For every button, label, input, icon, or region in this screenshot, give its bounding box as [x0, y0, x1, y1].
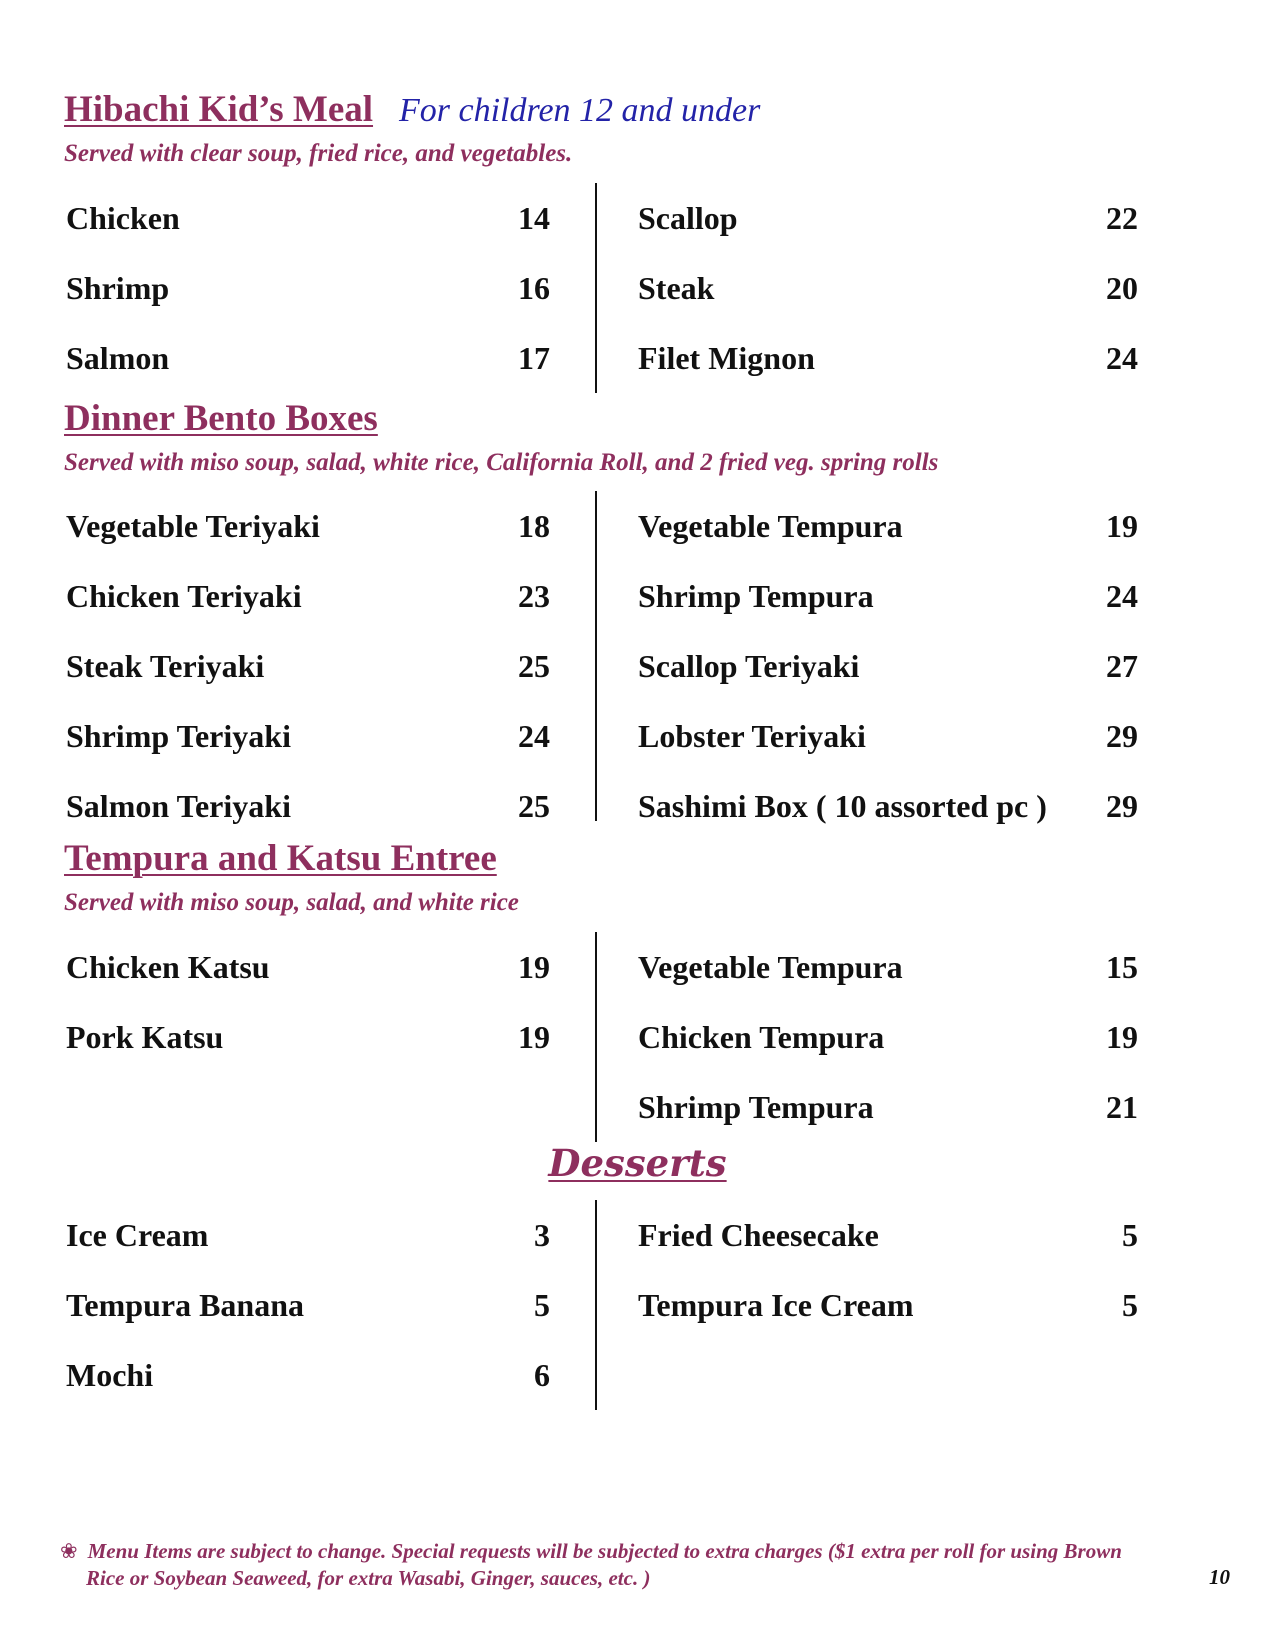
menu-item-name: Scallop	[638, 199, 738, 236]
bento-left-column	[66, 491, 550, 824]
menu-item-name: Shrimp Teriyaki	[66, 717, 291, 754]
menu-item-name: Tempura Ice Cream	[638, 1286, 914, 1323]
menu-item	[638, 771, 1138, 841]
menu-item	[638, 1270, 1138, 1340]
menu-item	[638, 1200, 1138, 1270]
kids-meal-subtitle: Served with clear soup, fried rice, and vegetables.	[64, 140, 573, 167]
menu-item-name: Tempura Banana	[66, 1286, 304, 1323]
bento-right-column	[638, 491, 1138, 824]
menu-item-price: 19	[518, 1018, 550, 1055]
menu-item-name: Chicken	[66, 199, 180, 236]
menu-item-price: 20	[1106, 269, 1138, 306]
kids-meal-tagline: For children 12 and under	[399, 92, 761, 129]
bento-subtitle: Served with miso soup, salad, white rice, California Roll, and 2 fried veg. spring rolls	[64, 449, 939, 476]
menu-item-name: Chicken Tempura	[638, 1018, 885, 1055]
menu-item-price: 19	[518, 948, 550, 985]
column-divider	[595, 932, 597, 1142]
menu-item	[66, 1002, 550, 1072]
menu-item-name: Mochi	[66, 1356, 154, 1393]
menu-item	[66, 701, 550, 771]
menu-item-name: Vegetable Tempura	[638, 948, 903, 985]
desserts-right-column	[638, 1200, 1138, 1410]
footer-note-line-1: Menu Items are subject to change. Special requests will be subjected to extra charges ($1 extra per roll for using Brown	[87, 1539, 1122, 1563]
desserts-menu	[60, 1200, 1170, 1410]
menu-item-name: Steak	[638, 269, 715, 306]
footer-note	[60, 1538, 1230, 1592]
menu-item-name: Fried Cheesecake	[638, 1216, 879, 1253]
menu-item-price: 14	[518, 199, 550, 236]
menu-item	[638, 561, 1138, 631]
page-number: 10	[1209, 1565, 1230, 1589]
kids-meal-right-column	[638, 183, 1138, 393]
menu-item	[638, 932, 1138, 1002]
menu-item	[66, 561, 550, 631]
menu-item	[638, 1072, 1138, 1142]
kids-meal-menu	[60, 183, 1170, 393]
menu-item-price: 25	[518, 647, 550, 684]
menu-item	[66, 183, 550, 253]
menu-item-name: Salmon	[66, 339, 170, 376]
menu-item-price: 22	[1106, 199, 1138, 236]
menu-item	[66, 631, 550, 701]
menu-item-price: 24	[1106, 577, 1138, 614]
menu-item	[66, 771, 550, 841]
bento-title: Dinner Bento Boxes	[64, 398, 378, 439]
tempura-katsu-subtitle: Served with miso soup, salad, and white rice	[64, 889, 519, 916]
menu-item	[66, 1270, 550, 1340]
bento-menu	[60, 491, 1170, 824]
menu-item-price: 17	[518, 339, 550, 376]
menu-item-price: 25	[518, 787, 550, 824]
menu-item	[66, 1340, 550, 1410]
menu-item-name: Shrimp	[66, 269, 170, 306]
menu-item	[66, 253, 550, 323]
menu-item	[638, 1002, 1138, 1072]
menu-item-price: 3	[534, 1216, 550, 1253]
menu-item-name: Ice Cream	[66, 1216, 209, 1253]
menu-item-name: Scallop Teriyaki	[638, 647, 860, 684]
menu-item-price: 5	[1122, 1216, 1138, 1253]
menu-item-price: 29	[1106, 717, 1138, 754]
tempura-katsu-left-column	[66, 932, 550, 1142]
desserts-title: Desserts	[548, 1141, 727, 1185]
menu-item-price: 21	[1106, 1088, 1138, 1125]
column-divider	[595, 491, 597, 821]
menu-item-price: 24	[518, 717, 550, 754]
menu-item	[638, 701, 1138, 771]
menu-item-name: Vegetable Tempura	[638, 507, 903, 544]
menu-item-price: 5	[534, 1286, 550, 1323]
menu-item-price: 18	[518, 507, 550, 544]
footer-note-line-2: Rice or Soybean Seaweed, for extra Wasabi, Ginger, sauces, etc. )	[86, 1566, 651, 1590]
column-divider	[595, 183, 597, 393]
menu-item-name: Salmon Teriyaki	[66, 787, 291, 824]
menu-item-name: Steak Teriyaki	[66, 647, 265, 684]
menu-item-price: 19	[1106, 1018, 1138, 1055]
menu-item-name: Shrimp Tempura	[638, 1088, 874, 1125]
menu-item-name: Lobster Teriyaki	[638, 717, 866, 754]
menu-item	[638, 631, 1138, 701]
menu-item-name: Shrimp Tempura	[638, 577, 874, 614]
menu-item-name: Filet Mignon	[638, 339, 815, 376]
menu-item-price: 27	[1106, 647, 1138, 684]
menu-item-name: Pork Katsu	[66, 1018, 224, 1055]
menu-item-price: 23	[518, 577, 550, 614]
tempura-katsu-menu	[60, 932, 1170, 1142]
menu-item-price: 24	[1106, 339, 1138, 376]
kids-meal-title: Hibachi Kid’s Meal	[64, 89, 374, 130]
menu-item-name: Chicken Teriyaki	[66, 577, 302, 614]
menu-item	[66, 491, 550, 561]
kids-meal-left-column	[66, 183, 550, 393]
desserts-left-column	[66, 1200, 550, 1410]
menu-item-price: 19	[1106, 507, 1138, 544]
tempura-katsu-right-column	[638, 932, 1138, 1142]
menu-item	[66, 932, 550, 1002]
menu-item	[638, 183, 1138, 253]
menu-item-name: Vegetable Teriyaki	[66, 507, 320, 544]
menu-item-price: 16	[518, 269, 550, 306]
tempura-katsu-title: Tempura and Katsu Entree	[64, 838, 497, 879]
menu-item	[66, 323, 550, 393]
menu-item-name: Chicken Katsu	[66, 948, 270, 985]
menu-item-price: 29	[1106, 787, 1138, 824]
menu-item-price: 5	[1122, 1286, 1138, 1323]
menu-item-name: Sashimi Box ( 10 assorted pc )	[638, 787, 1047, 824]
menu-item	[638, 253, 1138, 323]
menu-item-price: 6	[534, 1356, 550, 1393]
column-divider	[595, 1200, 597, 1410]
flower-icon: ❀	[60, 1539, 78, 1563]
menu-item	[638, 323, 1138, 393]
menu-item-price: 15	[1106, 948, 1138, 985]
menu-item	[638, 491, 1138, 561]
menu-item	[66, 1200, 550, 1270]
